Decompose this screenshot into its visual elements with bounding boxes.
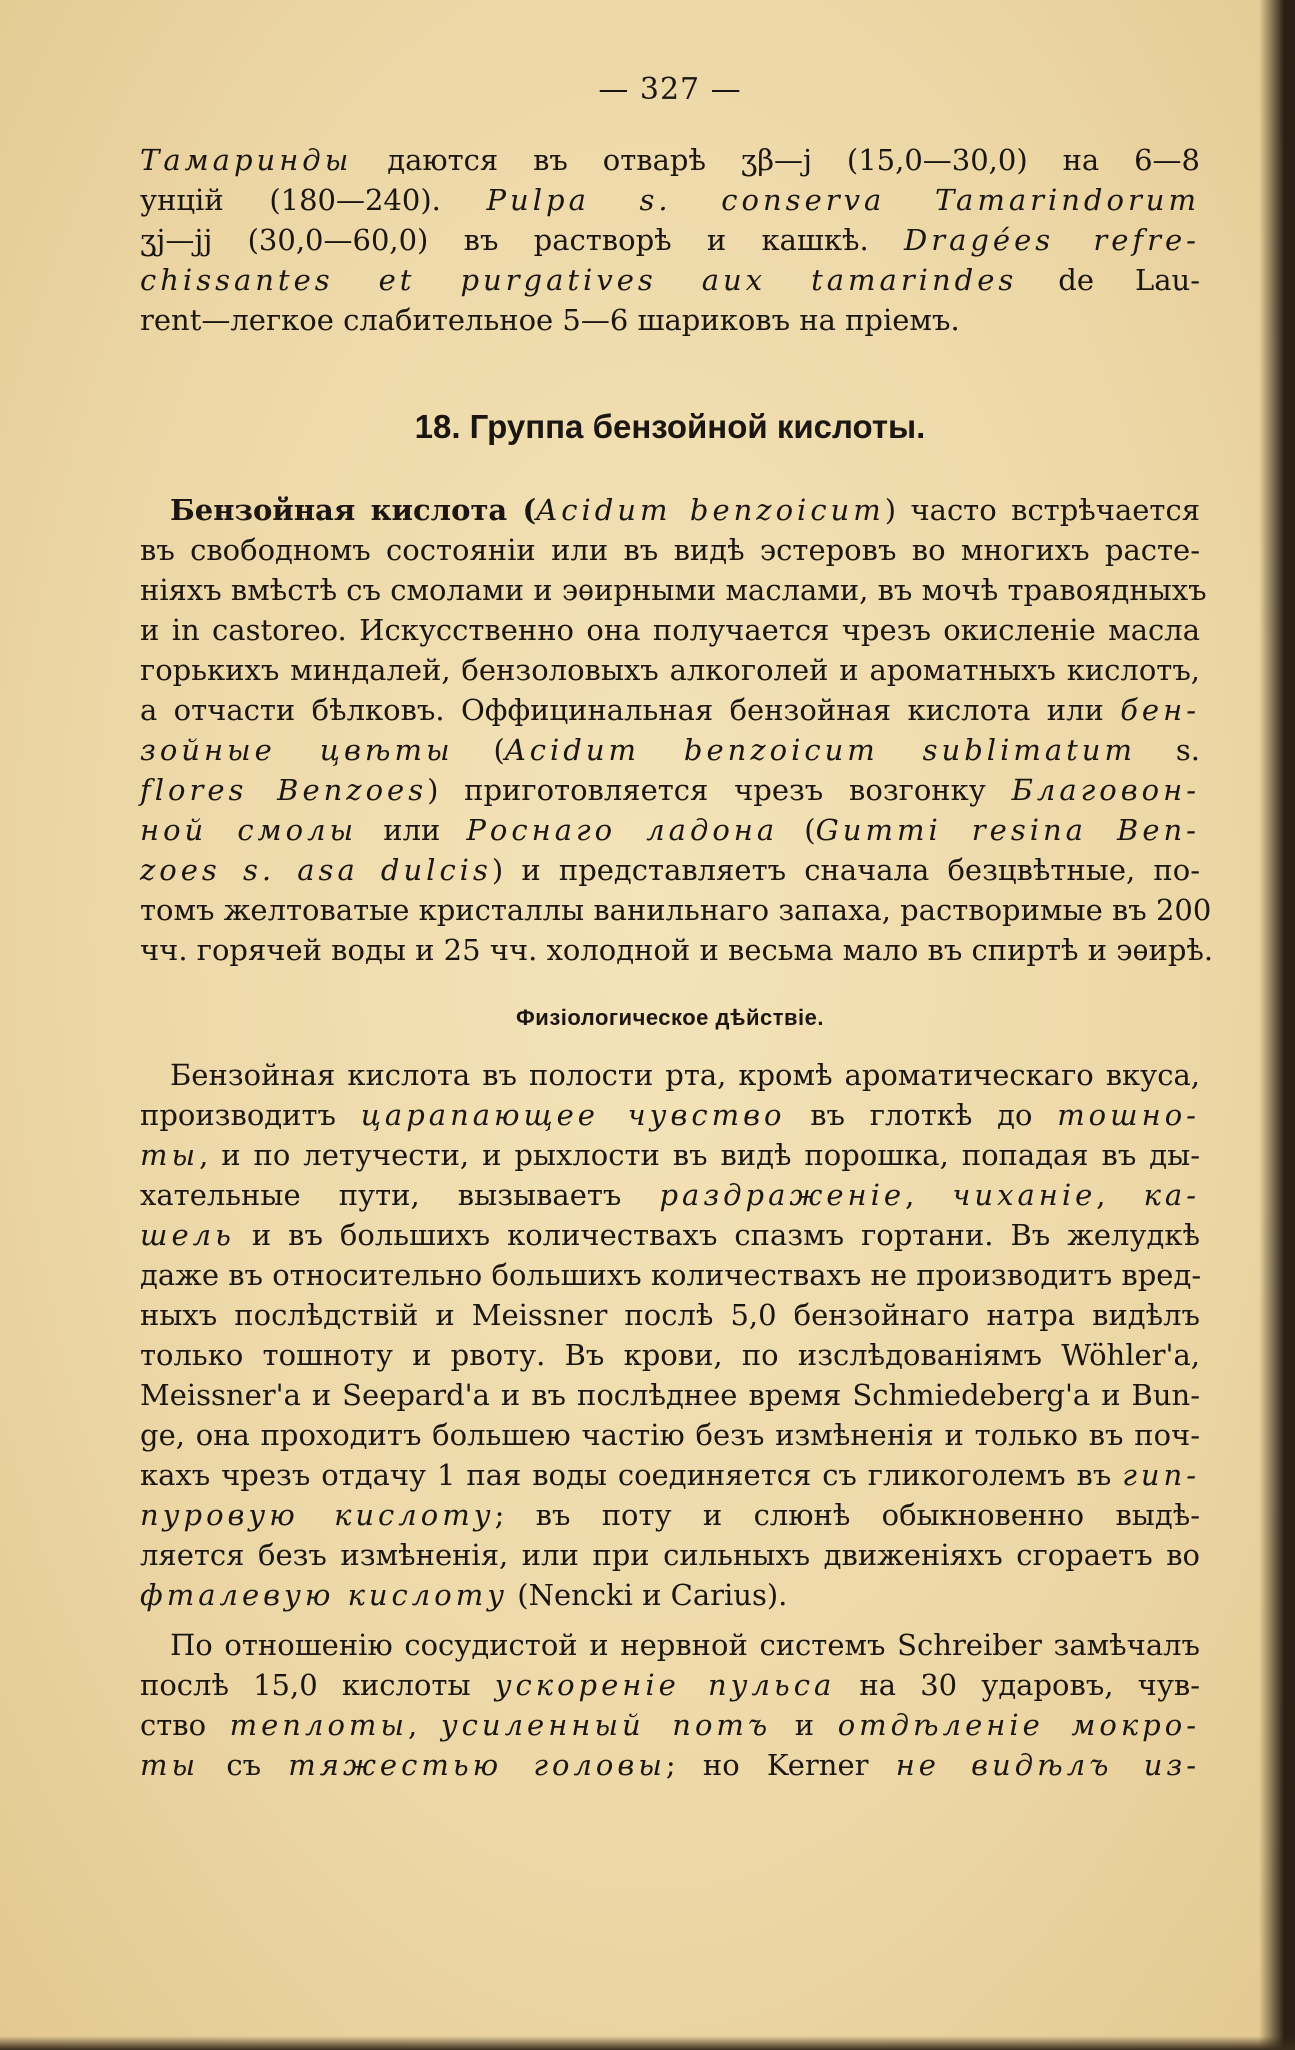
text-line: zoes s. asa dulcis) и представляетъ сначала безцвѣтные, по- <box>140 853 1200 887</box>
text-line: кахъ чрезъ отдачу 1 пая воды соединяется съ гликоголемъ въ гип- <box>140 1458 1200 1492</box>
text-line: даже въ относительно большихъ количествахъ не производитъ вред- <box>140 1258 1202 1292</box>
text-line: а отчасти бѣлковъ. Оффицинальная бензойная кислота или бен- <box>140 693 1200 727</box>
text-line: въ свободномъ состояніи или въ видѣ эстеровъ во многихъ расте- <box>140 533 1200 567</box>
page-number: — 327 — <box>598 72 742 107</box>
text-line: flores Benzoes) приготовляется чрезъ возгонку Благовон- <box>140 773 1200 807</box>
text-line: томъ желтоватые кристаллы ванильнаго запаха, растворимые въ 200 <box>140 893 1212 927</box>
text-line: ты съ тяжестью головы; но Kerner не видѣлъ из- <box>140 1748 1200 1782</box>
text-line: ляется безъ измѣненія, или при сильныхъ движеніяхъ сгораетъ во <box>140 1538 1200 1572</box>
text-line: ной смолы или Роснаго ладона (Gummi resina Ben- <box>140 813 1200 847</box>
text-line: Тамаринды даются въ отварѣ ʒβ—j (15,0—30,0) на 6—8 <box>140 143 1200 177</box>
text-line: ніяхъ вмѣстѣ съ смолами и эѳирными маслами, въ мочѣ травоядныхъ <box>140 573 1207 607</box>
text-line: ʒj—jj (30,0—60,0) въ растворѣ и кашкѣ. Dragées refre- <box>140 223 1200 257</box>
text-line: горькихъ миндалей, бензоловыхъ алкоголей и ароматныхъ кислотъ, <box>140 653 1200 687</box>
text-line: чч. горячей воды и 25 чч. холодной и весьма мало въ спиртѣ и эѳирѣ. <box>140 933 1214 967</box>
text-line: Бензойная кислота въ полости рта, кромѣ ароматическаго вкуса, <box>170 1058 1200 1092</box>
text-line: пуровую кислоту; въ поту и слюнѣ обыкновенно выдѣ- <box>140 1498 1200 1532</box>
text-line: фталевую кислоту (Nencki и Carius). <box>140 1578 788 1612</box>
text-line: Meissner'a и Seepard'a и въ послѣднее время Schmiedeberg'a и Bun- <box>140 1378 1200 1412</box>
subsection-heading: Физіологическое дѣйствіе. <box>516 1005 824 1030</box>
text-line: хательные пути, вызываетъ раздраженіе, чиханіе, ка- <box>140 1178 1200 1212</box>
section-heading: 18. Группа бензойной кислоты. <box>414 408 926 445</box>
text-line: и in castoreo. Искусственно она получается чрезъ окисленіе масла <box>140 613 1200 647</box>
text-line: ныхъ послѣдствій и Meissner послѣ 5,0 бензойнаго натра видѣлъ <box>140 1298 1200 1332</box>
text-line: rent—легкое слабительное 5—6 шариковъ на пріемъ. <box>140 303 960 337</box>
text-line: только тошноту и рвоту. Въ крови, по изслѣдованіямъ Wöhler'a, <box>140 1338 1200 1372</box>
text-line: ge, она проходитъ большею частію безъ измѣненія и только въ поч- <box>140 1418 1200 1452</box>
text-line: По отношенію сосудистой и нервной системъ Schreiber замѣчалъ <box>170 1628 1200 1662</box>
text-line: ты, и по летучести, и рыхлости въ видѣ порошка, попадая въ ды- <box>140 1138 1200 1172</box>
text-line: послѣ 15,0 кислоты ускореніе пульса на 30 ударовъ, чув- <box>140 1668 1201 1702</box>
text-line: шель и въ большихъ количествахъ спазмъ гортани. Въ желудкѣ <box>140 1218 1200 1252</box>
text-line: зойные цвѣты (Acidum benzoicum sublimatum s. <box>140 733 1201 767</box>
page-edge-shadow <box>1259 0 1295 2050</box>
text-line: унцій (180—240). Pulpa s. conserva Tamarindorum <box>140 183 1200 217</box>
text-line: Бензойная кислота (Acidum benzoicum) часто встрѣчается <box>170 493 1200 527</box>
text-line: производитъ царапающее чувство въ глоткѣ до тошно- <box>140 1098 1200 1132</box>
page-bottom-shadow <box>0 2036 1295 2050</box>
text-line: ство теплоты, усиленный потъ и отдѣленіе мокро- <box>140 1708 1201 1742</box>
text-line: chissantes et purgatives aux tamarindes de Lau- <box>140 263 1201 297</box>
